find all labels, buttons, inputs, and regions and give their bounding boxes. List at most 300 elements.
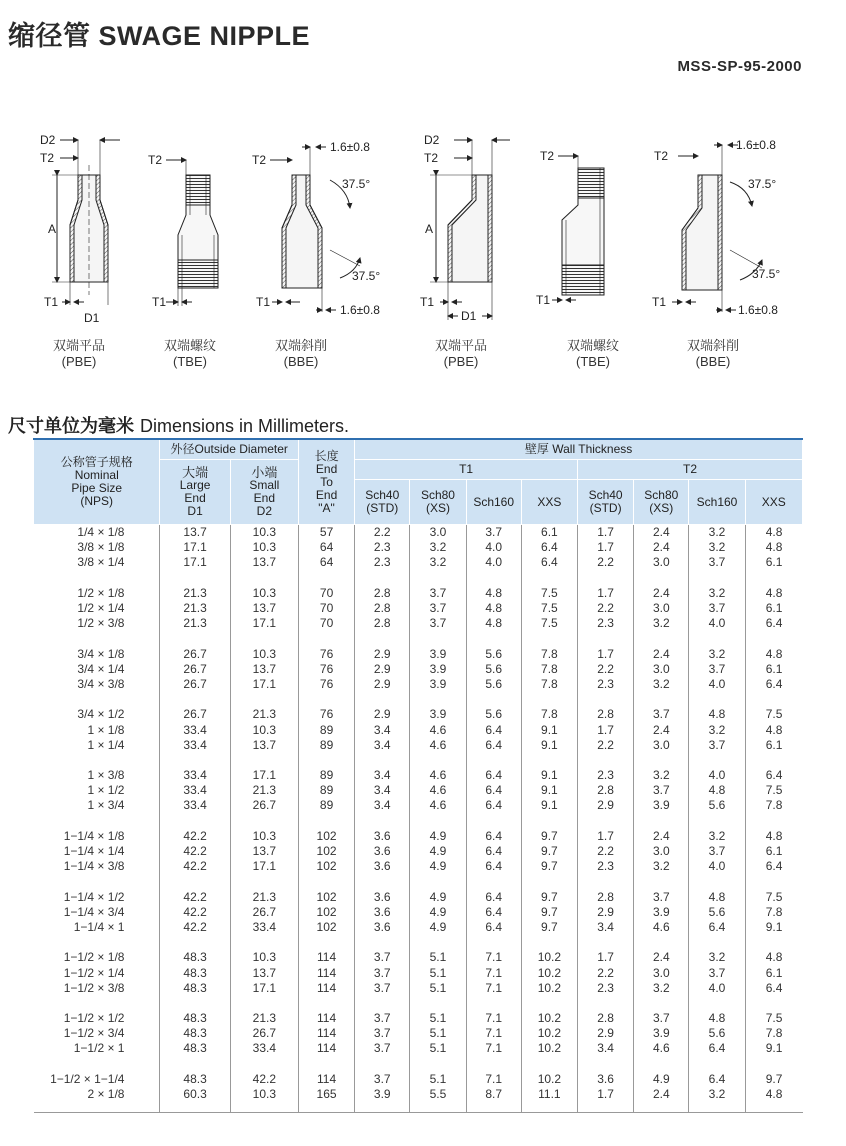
table-cell: 33.4 <box>160 768 230 783</box>
table-cell: 89 <box>298 783 354 798</box>
table-cell: 3.7 <box>410 616 466 631</box>
table-row <box>34 738 803 753</box>
table-cell: 3.4 <box>355 722 410 737</box>
table-cell: 4.6 <box>410 738 466 753</box>
label-t1-tbe-ecc: T1 <box>536 293 551 307</box>
table-cell: 3.7 <box>689 662 745 677</box>
caption-4: 双端平品 (PBE) <box>434 338 487 369</box>
table-cell: 3.4 <box>355 738 410 753</box>
table-cell: 5.1 <box>410 1011 466 1026</box>
table-cell: 2.3 <box>577 981 633 996</box>
table-cell: 10.3 <box>230 722 298 737</box>
table-cell: 10.3 <box>230 829 298 844</box>
cell-nps: 1 × 1/2 <box>87 783 125 798</box>
table-cell: 3.7 <box>355 1072 410 1087</box>
table-cell: 10.2 <box>521 1026 577 1041</box>
table-cell: 3.2 <box>634 768 689 783</box>
cell-nps: 1−1/4 × 1 <box>73 919 125 934</box>
table-cell: 10.3 <box>230 586 298 601</box>
table-cell: 5.1 <box>410 950 466 965</box>
table-row <box>34 540 803 555</box>
label-a-ecc: A <box>425 222 434 236</box>
table-cell: 4.8 <box>689 890 745 905</box>
group-spacer <box>34 753 803 768</box>
table-row <box>34 890 803 905</box>
table-cell: 2.2 <box>577 738 633 753</box>
table-cell: 7.8 <box>745 1026 802 1041</box>
page-title: 缩径管 SWAGE NIPPLE <box>8 21 311 51</box>
table-cell: 48.3 <box>160 950 230 965</box>
table-row <box>34 525 803 541</box>
table-cell: 3.6 <box>355 890 410 905</box>
table-cell: 2.8 <box>355 616 410 631</box>
table-cell: 4.6 <box>634 920 689 935</box>
table-cell: 1.7 <box>577 722 633 737</box>
header-nps: 公称管子规格 Nominal Pipe Size (NPS) <box>34 439 160 525</box>
table-cell: 2.2 <box>577 844 633 859</box>
table-cell: 6.1 <box>521 525 577 541</box>
table-cell: 48.3 <box>160 1026 230 1041</box>
cell-nps: 1−1/4 × 1/8 <box>63 828 125 843</box>
table-cell: 48.3 <box>160 1011 230 1026</box>
table-cell: 2.8 <box>355 601 410 616</box>
table-cell: 3.2 <box>410 555 466 570</box>
table-cell: 5.1 <box>410 1072 466 1087</box>
cell-nps: 1 × 1/8 <box>87 722 125 737</box>
table-cell: 1.7 <box>577 1087 633 1113</box>
group-spacer <box>34 814 803 829</box>
table-cell: 9.7 <box>521 920 577 935</box>
table-row <box>34 965 803 980</box>
table-cell: 3.7 <box>355 965 410 980</box>
bbe-concentric-drawing <box>270 147 360 312</box>
table-cell: 10.2 <box>521 965 577 980</box>
table-cell: 102 <box>298 890 354 905</box>
table-cell: 1.7 <box>577 829 633 844</box>
header-t1: T1 <box>355 460 578 480</box>
table-cell: 2.3 <box>355 555 410 570</box>
cell-nps: 1−1/2 × 3/4 <box>63 1026 125 1041</box>
table-cell: 2.9 <box>577 798 633 813</box>
table-row <box>34 601 803 616</box>
table-cell: 4.9 <box>410 905 466 920</box>
table-row <box>34 1011 803 1026</box>
table-cell: 3.7 <box>355 1026 410 1041</box>
label-d2-ecc: D2 <box>424 133 440 147</box>
label-a: A <box>48 222 57 236</box>
table-cell: 4.6 <box>634 1041 689 1056</box>
table-cell: 6.4 <box>745 616 802 631</box>
table-cell: 9.1 <box>745 1041 802 1056</box>
label-t2-tbe: T2 <box>148 153 163 167</box>
label-d1-ecc: D1 <box>461 309 477 323</box>
table-cell: 3.7 <box>689 601 745 616</box>
table-cell: 4.9 <box>410 920 466 935</box>
table-cell: 6.1 <box>745 555 802 570</box>
table-cell: 21.3 <box>230 1011 298 1026</box>
table-cell: 7.8 <box>521 662 577 677</box>
header-sch: XXS <box>521 480 577 525</box>
table-cell: 2.2 <box>577 601 633 616</box>
table-cell: 3.9 <box>355 1087 410 1113</box>
table-cell: 6.4 <box>466 905 521 920</box>
table-cell: 9.1 <box>521 768 577 783</box>
table-cell: 3.7 <box>689 844 745 859</box>
table-cell: 6.4 <box>689 1072 745 1087</box>
table-cell: 17.1 <box>230 768 298 783</box>
table-cell: 6.4 <box>466 890 521 905</box>
table-cell: 42.2 <box>230 1072 298 1087</box>
table-cell: 2.2 <box>577 555 633 570</box>
dimensions-table <box>33 438 803 1113</box>
table-cell: 4.0 <box>689 981 745 996</box>
table-cell: 1.7 <box>577 525 633 541</box>
table-cell: 2.3 <box>577 859 633 874</box>
table-cell: 3.0 <box>634 738 689 753</box>
table-cell: 6.4 <box>745 981 802 996</box>
group-spacer <box>34 631 803 646</box>
table-row <box>34 798 803 813</box>
table-cell: 2.9 <box>355 647 410 662</box>
table-cell: 7.1 <box>466 1041 521 1056</box>
table-cell: 9.1 <box>745 920 802 935</box>
group-spacer <box>34 1057 803 1072</box>
table-cell: 42.2 <box>160 844 230 859</box>
table-cell: 3.0 <box>634 662 689 677</box>
table-body <box>34 525 803 1113</box>
table-cell: 7.8 <box>521 677 577 692</box>
header-sch: XXS <box>745 480 802 525</box>
table-cell: 6.1 <box>745 738 802 753</box>
table-cell: 2.9 <box>355 677 410 692</box>
table-cell: 26.7 <box>230 1026 298 1041</box>
table-cell: 2.3 <box>355 540 410 555</box>
table-cell: 4.8 <box>745 540 802 555</box>
table-cell: 9.1 <box>521 738 577 753</box>
table-cell: 5.6 <box>466 647 521 662</box>
table-cell: 10.2 <box>521 1011 577 1026</box>
table-cell: 3.4 <box>355 768 410 783</box>
table-cell: 13.7 <box>230 601 298 616</box>
table-cell: 26.7 <box>230 905 298 920</box>
table-cell: 7.5 <box>745 707 802 722</box>
cell-nps: 1 × 1/4 <box>87 737 125 752</box>
table-cell: 3.7 <box>689 738 745 753</box>
table-cell: 2.8 <box>577 1011 633 1026</box>
table-cell: 17.1 <box>230 859 298 874</box>
table-cell: 13.7 <box>230 738 298 753</box>
table-cell: 48.3 <box>160 1041 230 1056</box>
table-row <box>34 844 803 859</box>
label-t2-bbe-ecc: T2 <box>654 149 669 163</box>
table-cell: 89 <box>298 722 354 737</box>
table-cell: 2.3 <box>577 677 633 692</box>
table-row <box>34 722 803 737</box>
table-cell: 3.9 <box>410 662 466 677</box>
table-cell: 4.8 <box>466 616 521 631</box>
table-cell: 7.5 <box>521 586 577 601</box>
table-cell: 3.2 <box>689 647 745 662</box>
header-wall: 壁厚 Wall Thickness <box>355 439 803 460</box>
table-cell: 3.2 <box>634 616 689 631</box>
table-cell: 5.6 <box>466 662 521 677</box>
caption-5: 双端螺纹 (TBE) <box>566 338 619 369</box>
cell-nps: 2 × 1/8 <box>34 1087 160 1113</box>
table-cell: 33.4 <box>230 1041 298 1056</box>
cell-nps: 1/4 × 1/8 <box>77 525 125 540</box>
table-cell: 10.3 <box>230 1087 298 1113</box>
table-cell: 114 <box>298 965 354 980</box>
table-cell: 89 <box>298 738 354 753</box>
cell-nps: 3/4 × 1/8 <box>77 646 125 661</box>
table-cell: 3.7 <box>634 783 689 798</box>
table-cell: 6.1 <box>745 601 802 616</box>
table-cell: 9.7 <box>521 905 577 920</box>
table-cell: 5.1 <box>410 1041 466 1056</box>
cell-nps: 1−1/2 × 1/8 <box>63 950 125 965</box>
table-row <box>34 1072 803 1087</box>
label-t1-bbe: T1 <box>256 295 271 309</box>
header-sch: Sch80 (XS) <box>410 480 466 525</box>
table-cell: 6.4 <box>466 859 521 874</box>
table-cell: 3.6 <box>355 920 410 935</box>
table-cell: 17.1 <box>230 677 298 692</box>
table-cell: 3.2 <box>410 540 466 555</box>
table-cell: 114 <box>298 1041 354 1056</box>
table-cell: 2.4 <box>634 540 689 555</box>
table-cell: 7.5 <box>745 783 802 798</box>
table-cell: 6.4 <box>466 798 521 813</box>
table-cell: 6.4 <box>689 920 745 935</box>
table-cell: 3.6 <box>355 844 410 859</box>
cell-nps: 1−1/2 × 1 <box>73 1041 125 1056</box>
table-cell: 7.8 <box>745 798 802 813</box>
table-cell: 3.4 <box>577 920 633 935</box>
table-cell: 42.2 <box>160 859 230 874</box>
label-t1-tbe: T1 <box>152 295 167 309</box>
table-cell: 7.1 <box>466 1026 521 1041</box>
table-cell: 26.7 <box>160 647 230 662</box>
table-cell: 3.4 <box>355 798 410 813</box>
table-cell: 33.4 <box>160 798 230 813</box>
cell-nps: 3/8 × 1/8 <box>77 540 125 555</box>
table-cell: 6.4 <box>521 540 577 555</box>
table-cell: 2.3 <box>577 616 633 631</box>
table-cell: 10.2 <box>521 1072 577 1087</box>
table-row <box>34 783 803 798</box>
table-cell: 4.6 <box>410 783 466 798</box>
table-cell: 1.7 <box>577 950 633 965</box>
table-cell: 3.7 <box>634 707 689 722</box>
table-cell: 10.2 <box>521 1041 577 1056</box>
table-cell: 3.7 <box>410 586 466 601</box>
table-cell: 3.6 <box>355 859 410 874</box>
header-sch: Sch80 (XS) <box>634 480 689 525</box>
table-cell: 10.3 <box>230 647 298 662</box>
table-cell: 3.7 <box>689 965 745 980</box>
table-cell: 9.7 <box>521 859 577 874</box>
table-cell: 5.1 <box>410 965 466 980</box>
table-cell: 42.2 <box>160 920 230 935</box>
table-cell: 17.1 <box>160 555 230 570</box>
label-t2-bbe: T2 <box>252 153 267 167</box>
table-cell: 6.4 <box>689 1041 745 1056</box>
table-cell: 6.4 <box>466 844 521 859</box>
table-cell: 7.8 <box>521 707 577 722</box>
table-cell: 3.7 <box>689 555 745 570</box>
table-cell: 3.2 <box>634 677 689 692</box>
table-cell: 3.9 <box>410 707 466 722</box>
label-t1: T1 <box>44 295 59 309</box>
cell-nps: 3/4 × 1/2 <box>77 707 125 722</box>
table-cell: 7.1 <box>466 950 521 965</box>
table-cell: 6.1 <box>745 844 802 859</box>
table-cell: 17.1 <box>230 616 298 631</box>
table-cell: 89 <box>298 798 354 813</box>
table-cell: 13.7 <box>160 525 230 541</box>
table-cell: 3.7 <box>355 981 410 996</box>
table-cell: 3.9 <box>634 1026 689 1041</box>
table-cell: 4.6 <box>410 798 466 813</box>
table-cell: 3.2 <box>689 586 745 601</box>
table-cell: 9.1 <box>521 798 577 813</box>
table-row <box>34 859 803 874</box>
label-bevel-gap-top: 1.6±0.8 <box>330 140 370 154</box>
table-cell: 3.2 <box>689 829 745 844</box>
table-cell: 4.0 <box>466 540 521 555</box>
label-d2: D2 <box>40 133 56 147</box>
table-row <box>34 768 803 783</box>
label-t1-bbe-ecc: T1 <box>652 295 667 309</box>
table-cell: 3.7 <box>466 525 521 541</box>
table-row <box>34 1041 803 1056</box>
cell-nps: 1−1/2 × 1/2 <box>63 1011 125 1026</box>
table-cell: 42.2 <box>160 829 230 844</box>
table-row <box>34 586 803 601</box>
table-cell: 76 <box>298 647 354 662</box>
cell-nps: 1−1/4 × 3/4 <box>63 904 125 919</box>
table-cell: 4.8 <box>466 586 521 601</box>
label-t2-ecc: T2 <box>424 151 439 165</box>
table-cell: 114 <box>298 1026 354 1041</box>
table-cell: 4.8 <box>689 707 745 722</box>
table-cell: 6.4 <box>466 829 521 844</box>
table-cell: 3.7 <box>634 890 689 905</box>
table-cell: 33.4 <box>160 722 230 737</box>
table-cell: 5.1 <box>410 1026 466 1041</box>
table-cell: 26.7 <box>230 798 298 813</box>
table-cell: 2.9 <box>355 707 410 722</box>
table-row <box>34 950 803 965</box>
table-cell: 3.7 <box>355 950 410 965</box>
table-cell: 165 <box>298 1087 354 1113</box>
table-row <box>34 905 803 920</box>
table-row <box>34 1026 803 1041</box>
table-cell: 26.7 <box>160 677 230 692</box>
table-cell: 7.5 <box>745 1011 802 1026</box>
table-cell: 76 <box>298 677 354 692</box>
header-small-end: 小端 Small End D2 <box>230 460 298 525</box>
table-cell: 102 <box>298 844 354 859</box>
table-cell: 4.0 <box>689 677 745 692</box>
table-cell: 6.4 <box>745 768 802 783</box>
table-cell: 21.3 <box>230 783 298 798</box>
table-cell: 9.1 <box>521 722 577 737</box>
table-cell: 13.7 <box>230 662 298 677</box>
table-cell: 102 <box>298 829 354 844</box>
table-cell: 1.7 <box>577 647 633 662</box>
cell-nps: 1−1/2 × 3/8 <box>63 980 125 995</box>
cell-nps: 3/4 × 3/8 <box>77 676 125 691</box>
label-bevel-angle-top-ecc: 37.5° <box>748 177 777 191</box>
header-large-end: 大端 Large End D1 <box>160 460 230 525</box>
group-spacer <box>34 935 803 950</box>
table-cell: 3.2 <box>689 950 745 965</box>
table-cell: 7.1 <box>466 981 521 996</box>
table-cell: 2.4 <box>634 829 689 844</box>
table-cell: 4.9 <box>410 829 466 844</box>
table-cell: 2.9 <box>577 905 633 920</box>
table-cell: 48.3 <box>160 981 230 996</box>
table-cell: 3.2 <box>634 981 689 996</box>
table-cell: 5.6 <box>689 798 745 813</box>
cell-nps: 3/4 × 1/4 <box>77 661 125 676</box>
table-row <box>34 707 803 722</box>
header-sch: Sch40 (STD) <box>577 480 633 525</box>
table-cell: 4.8 <box>689 783 745 798</box>
table-cell: 3.0 <box>634 555 689 570</box>
table-cell: 5.6 <box>689 1026 745 1041</box>
table-cell: 2.4 <box>634 1087 689 1113</box>
table-cell: 3.2 <box>689 1087 745 1113</box>
table-cell: 26.7 <box>160 707 230 722</box>
tbe-eccentric-drawing <box>552 156 604 300</box>
table-row <box>34 1087 803 1113</box>
table-cell: 7.8 <box>521 647 577 662</box>
table-cell: 48.3 <box>160 1072 230 1087</box>
table-cell: 76 <box>298 662 354 677</box>
table-cell: 8.7 <box>466 1087 521 1113</box>
table-cell: 102 <box>298 859 354 874</box>
table-cell: 102 <box>298 920 354 935</box>
table-cell: 17.1 <box>230 981 298 996</box>
table-cell: 3.0 <box>410 525 466 541</box>
group-spacer <box>34 874 803 889</box>
table-cell: 2.8 <box>355 586 410 601</box>
table-cell: 3.6 <box>355 905 410 920</box>
caption-2: 双端螺纹 (TBE) <box>163 338 216 369</box>
table-cell: 1.7 <box>577 540 633 555</box>
table-cell: 21.3 <box>160 586 230 601</box>
table-cell: 13.7 <box>230 965 298 980</box>
table-cell: 2.9 <box>577 1026 633 1041</box>
table-cell: 4.8 <box>745 525 802 541</box>
table-cell: 2.8 <box>577 783 633 798</box>
table-cell: 10.3 <box>230 525 298 541</box>
table-cell: 2.4 <box>634 950 689 965</box>
table-row <box>34 555 803 570</box>
table-cell: 3.9 <box>634 905 689 920</box>
table-cell: 3.7 <box>355 1011 410 1026</box>
table-cell: 5.6 <box>466 677 521 692</box>
table-row <box>34 662 803 677</box>
group-spacer <box>34 571 803 586</box>
table-cell: 64 <box>298 555 354 570</box>
table-cell: 9.1 <box>521 783 577 798</box>
table-cell: 4.0 <box>689 768 745 783</box>
cell-nps: 1−1/4 × 1/2 <box>63 889 125 904</box>
table-cell: 6.4 <box>466 738 521 753</box>
